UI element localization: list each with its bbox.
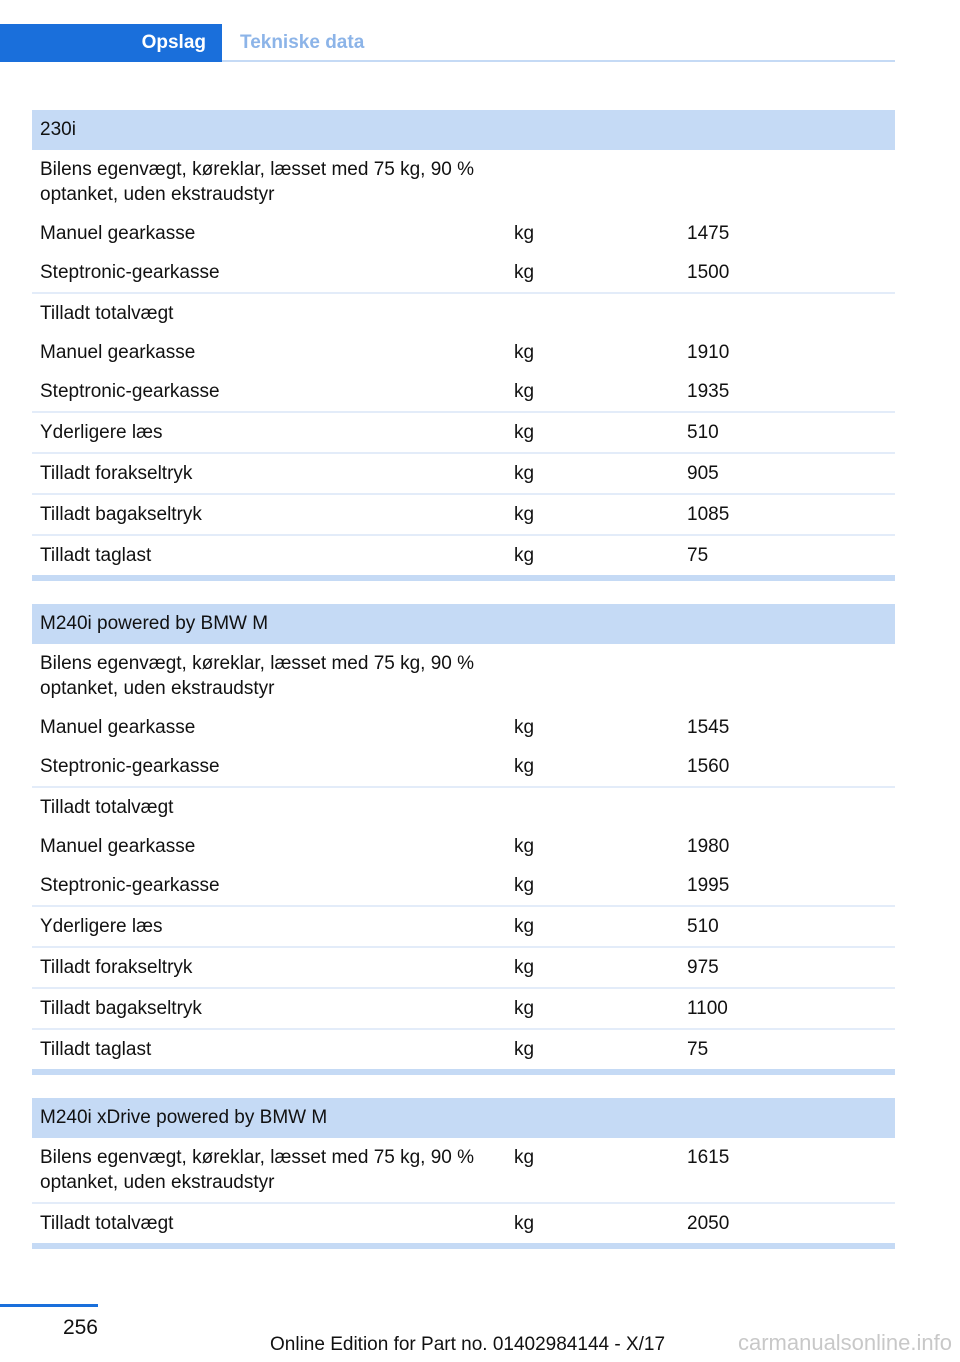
table-title: M240i powered by BMW M	[32, 604, 895, 644]
table-row	[32, 1030, 895, 1069]
row-unit: kg	[514, 916, 535, 937]
row-value: 2050	[687, 1213, 730, 1234]
row-value	[679, 294, 895, 333]
table-row	[32, 827, 895, 866]
row-label: Tilladt totalvægt	[40, 1213, 174, 1234]
tab-tekniske-data[interactable]: Tekniske data	[240, 32, 365, 53]
row-value: 1560	[687, 756, 730, 777]
row-value: 1980	[687, 836, 730, 857]
row-label: Manuel gearkasse	[40, 223, 196, 244]
row-unit: kg	[514, 1039, 535, 1060]
table-row	[32, 747, 895, 788]
footer-accent-line	[0, 1304, 98, 1307]
row-unit: kg	[514, 756, 535, 777]
row-unit: kg	[514, 1213, 535, 1234]
row-label: Tilladt taglast	[40, 1039, 152, 1060]
row-value: 975	[687, 957, 719, 978]
row-unit: kg	[514, 717, 535, 738]
table-row	[32, 413, 895, 454]
row-unit: kg	[514, 504, 535, 525]
row-value: 1935	[687, 381, 730, 402]
row-value: 1910	[687, 342, 730, 363]
row-label: Manuel gearkasse	[40, 836, 196, 857]
row-unit: kg	[514, 545, 535, 566]
table-title: 230i	[32, 110, 895, 150]
table-row	[32, 1138, 895, 1204]
table-row	[32, 454, 895, 495]
row-unit: kg	[514, 1147, 535, 1168]
row-label: Bilens egenvægt, køreklar, læsset med 75 kg, 90 % optanket, uden ekstraudstyr	[40, 1147, 475, 1193]
row-value: 75	[687, 1039, 709, 1060]
table-row	[32, 294, 895, 333]
table-row	[32, 214, 895, 253]
row-unit: kg	[514, 463, 535, 484]
row-unit: kg	[514, 223, 535, 244]
table-end-rule	[32, 575, 895, 581]
table-row	[32, 989, 895, 1030]
row-label: Steptronic-gearkasse	[40, 381, 220, 402]
row-label: Tilladt bagakseltryk	[40, 998, 202, 1019]
row-value	[679, 788, 895, 827]
row-value: 1995	[687, 875, 730, 896]
row-value: 1085	[687, 504, 730, 525]
spec-table-m240i-xdrive	[32, 1098, 895, 1249]
table-row	[32, 253, 895, 294]
row-value: 1500	[687, 262, 730, 283]
row-label: Manuel gearkasse	[40, 342, 196, 363]
row-label: Tilladt forakseltryk	[40, 463, 193, 484]
row-unit: kg	[514, 342, 535, 363]
row-label: Tilladt bagakseltryk	[40, 504, 202, 525]
table-row	[32, 1204, 895, 1243]
edition-note: Online Edition for Part no. 01402984144 - X/17	[270, 1334, 666, 1355]
row-unit	[506, 644, 679, 708]
table-row	[32, 372, 895, 413]
page-number: 256	[62, 1316, 98, 1339]
row-unit: kg	[514, 381, 535, 402]
spec-table-m240i	[32, 604, 895, 1075]
row-unit: kg	[514, 836, 535, 857]
row-label: Bilens egenvægt, køreklar, læsset med 75 kg, 90 % optanket, uden ekstraudstyr	[40, 159, 475, 205]
row-label: Manuel gearkasse	[40, 717, 196, 738]
spec-table-230i	[32, 110, 895, 581]
row-label: Steptronic-gearkasse	[40, 875, 220, 896]
table-end-rule	[32, 1069, 895, 1075]
row-label: Tilladt totalvægt	[40, 303, 174, 324]
row-label: Steptronic-gearkasse	[40, 756, 220, 777]
row-unit: kg	[514, 875, 535, 896]
table-row	[32, 333, 895, 372]
row-value: 510	[687, 422, 719, 443]
row-unit	[506, 788, 679, 827]
row-value	[679, 150, 895, 214]
watermark: carmanualsonline.info	[737, 1330, 952, 1355]
row-label: Yderligere læs	[40, 422, 163, 443]
tab-opslag[interactable]: Opslag	[0, 24, 222, 62]
table-row	[32, 948, 895, 989]
table-row	[32, 644, 895, 708]
row-value: 1615	[687, 1147, 730, 1168]
table-end-rule	[32, 1243, 895, 1249]
table-row	[32, 866, 895, 907]
row-value: 1545	[687, 717, 730, 738]
row-unit: kg	[514, 957, 535, 978]
row-label: Tilladt taglast	[40, 545, 152, 566]
row-value: 75	[687, 545, 709, 566]
row-unit: kg	[514, 998, 535, 1019]
row-value: 510	[687, 916, 719, 937]
row-unit: kg	[514, 422, 535, 443]
row-value: 1475	[687, 223, 730, 244]
table-row	[32, 708, 895, 747]
header-tabs	[0, 24, 895, 62]
row-label: Tilladt totalvægt	[40, 797, 174, 818]
row-label: Bilens egenvægt, køreklar, læsset med 75 kg, 90 % optanket, uden ekstraudstyr	[40, 653, 475, 699]
table-title: M240i xDrive powered by BMW M	[32, 1098, 895, 1138]
table-row	[32, 788, 895, 827]
row-unit	[506, 150, 679, 214]
row-label: Tilladt forakseltryk	[40, 957, 193, 978]
row-value	[679, 644, 895, 708]
table-row	[32, 907, 895, 948]
table-row	[32, 150, 895, 214]
row-label: Steptronic-gearkasse	[40, 262, 220, 283]
row-label: Yderligere læs	[40, 916, 163, 937]
row-value: 905	[687, 463, 719, 484]
row-unit: kg	[514, 262, 535, 283]
row-unit	[506, 294, 679, 333]
table-row	[32, 536, 895, 575]
table-row	[32, 495, 895, 536]
row-value: 1100	[687, 998, 728, 1019]
